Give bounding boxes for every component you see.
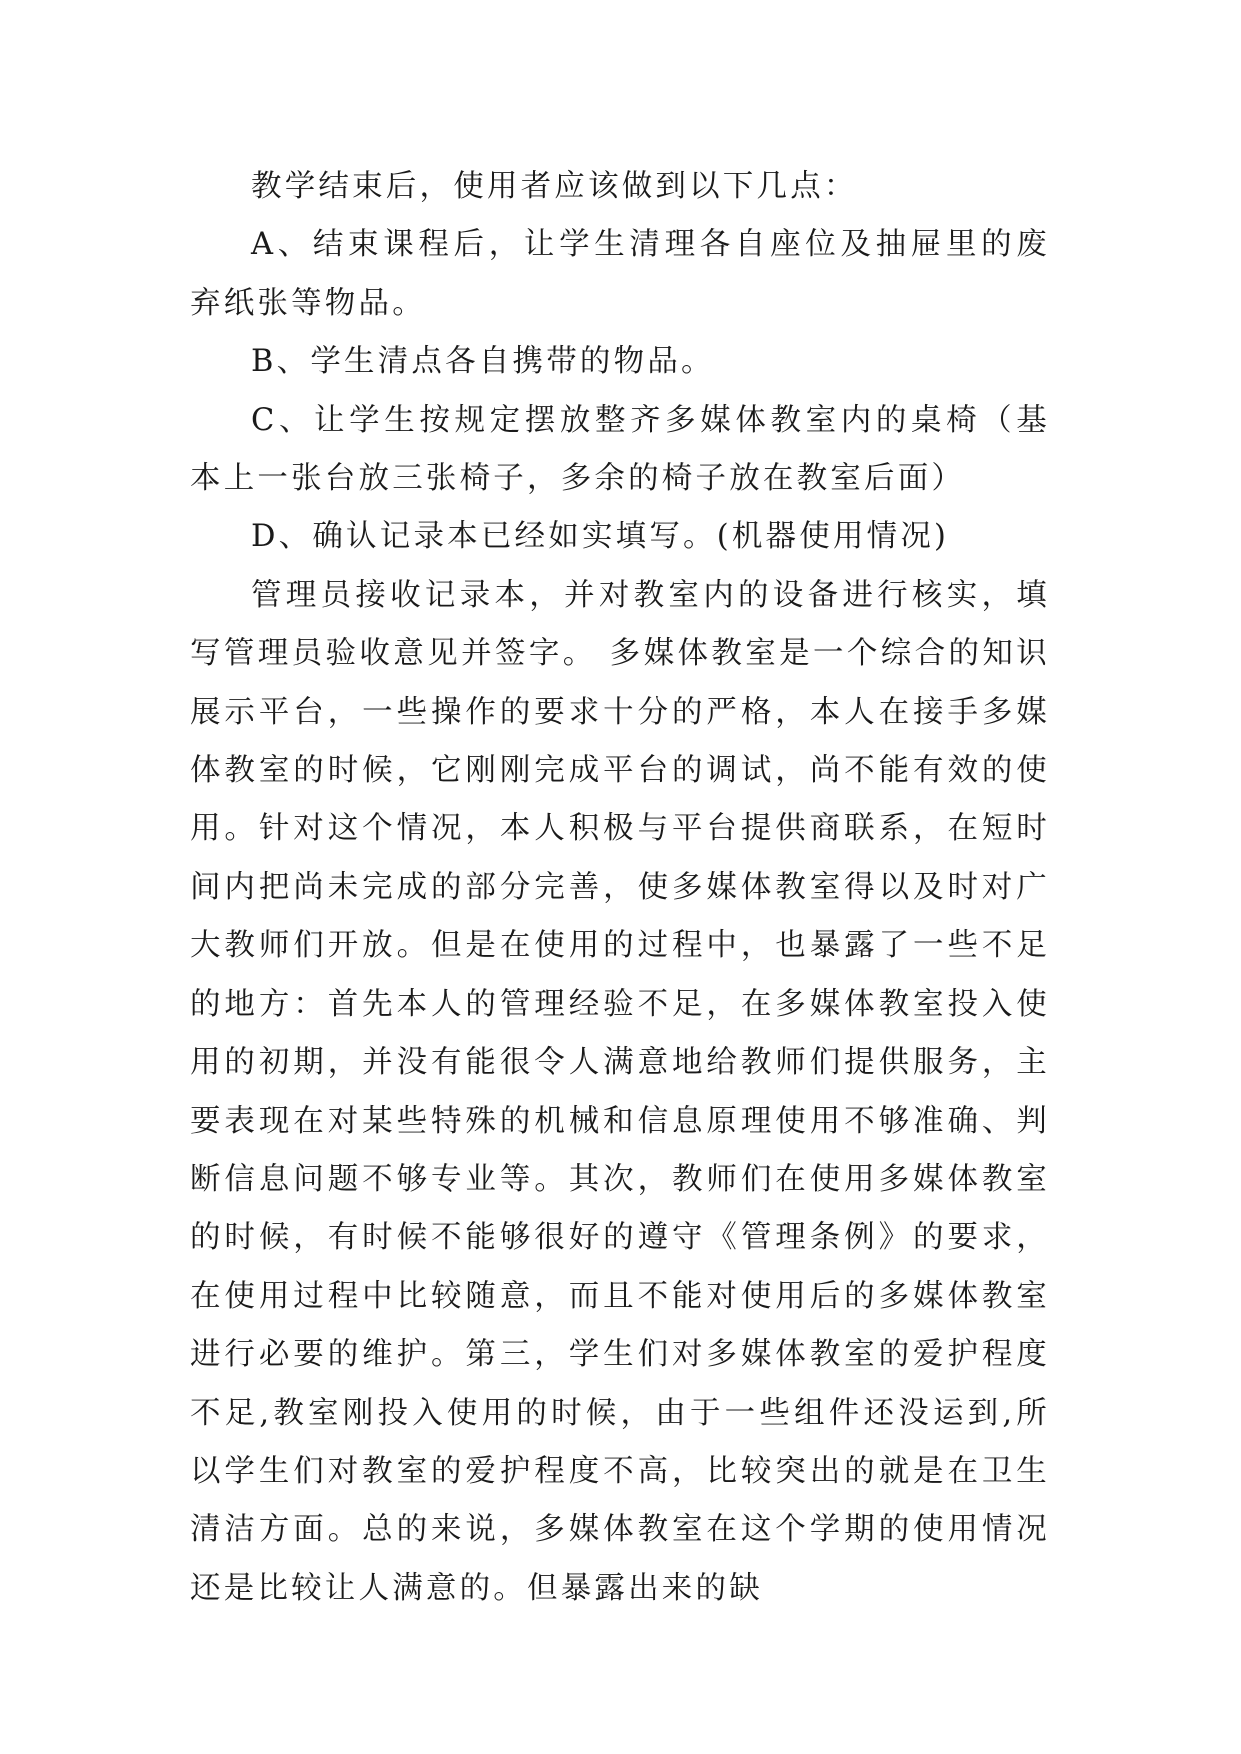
paragraph-item-b: B、学生清点各自携带的物品。 (251, 344, 715, 380)
paragraph-item-c: C、让学生按规定摆放整齐多媒体教室内的桌椅（基本上一张台放三张椅子，多余的椅子放在教室后面） (190, 402, 1050, 497)
paragraph-intro: 教学结束后，使用者应该做到以下几点： (251, 169, 858, 204)
paragraph-item-a: A、结束课程后，让学生清理各自座位及抽屉里的废弃纸张等物品。 (190, 227, 1050, 321)
paragraph-item-d: D、确认记录本已经如实填写。(机器使用情况) (251, 519, 950, 555)
document-body (190, 158, 1050, 1618)
paragraph-summary: 管理员接收记录本，并对教室内的设备进行核实，填写管理员验收意见并签字。 多媒体教室是一个综合的知识展示平台，一些操作的要求十分的严格，本人在接手多媒体教室的时候，它刚刚完成平台的调试，尚不能有效的使用。针对这个情况，本人积极与平台提供商联系，在短时间内把尚未完成的部分完善，使多媒体教室得以及时对广大教师们开放。但是在使用的过程中，也暴露了一些不足的地方：首先本人的管理经验不足，在多媒体教室投入使用的初期，并没有能很令人满意地给教师们提供服务，主要表现在对某些特殊的机械和信息原理使用不够准确、判断信息问题不够专业等。其次，教师们在使用多媒体教室的时候，有时候不能够很好的遵守《管理条例》的要求，在使用过程中比较随意，而且不能对使用后的多媒体教室进行必要的维护。第三，学生们对多媒体教室的爱护程度不足,教室刚投入使用的时候，由于一些组件还没运到,所以学生们对教室的爱护程度不高，比较突出的就是在卫生清洁方面。总的来说，多媒体教室在这个学期的使用情况还是比较让人满意的。但暴露出来的缺 (190, 577, 1050, 1606)
